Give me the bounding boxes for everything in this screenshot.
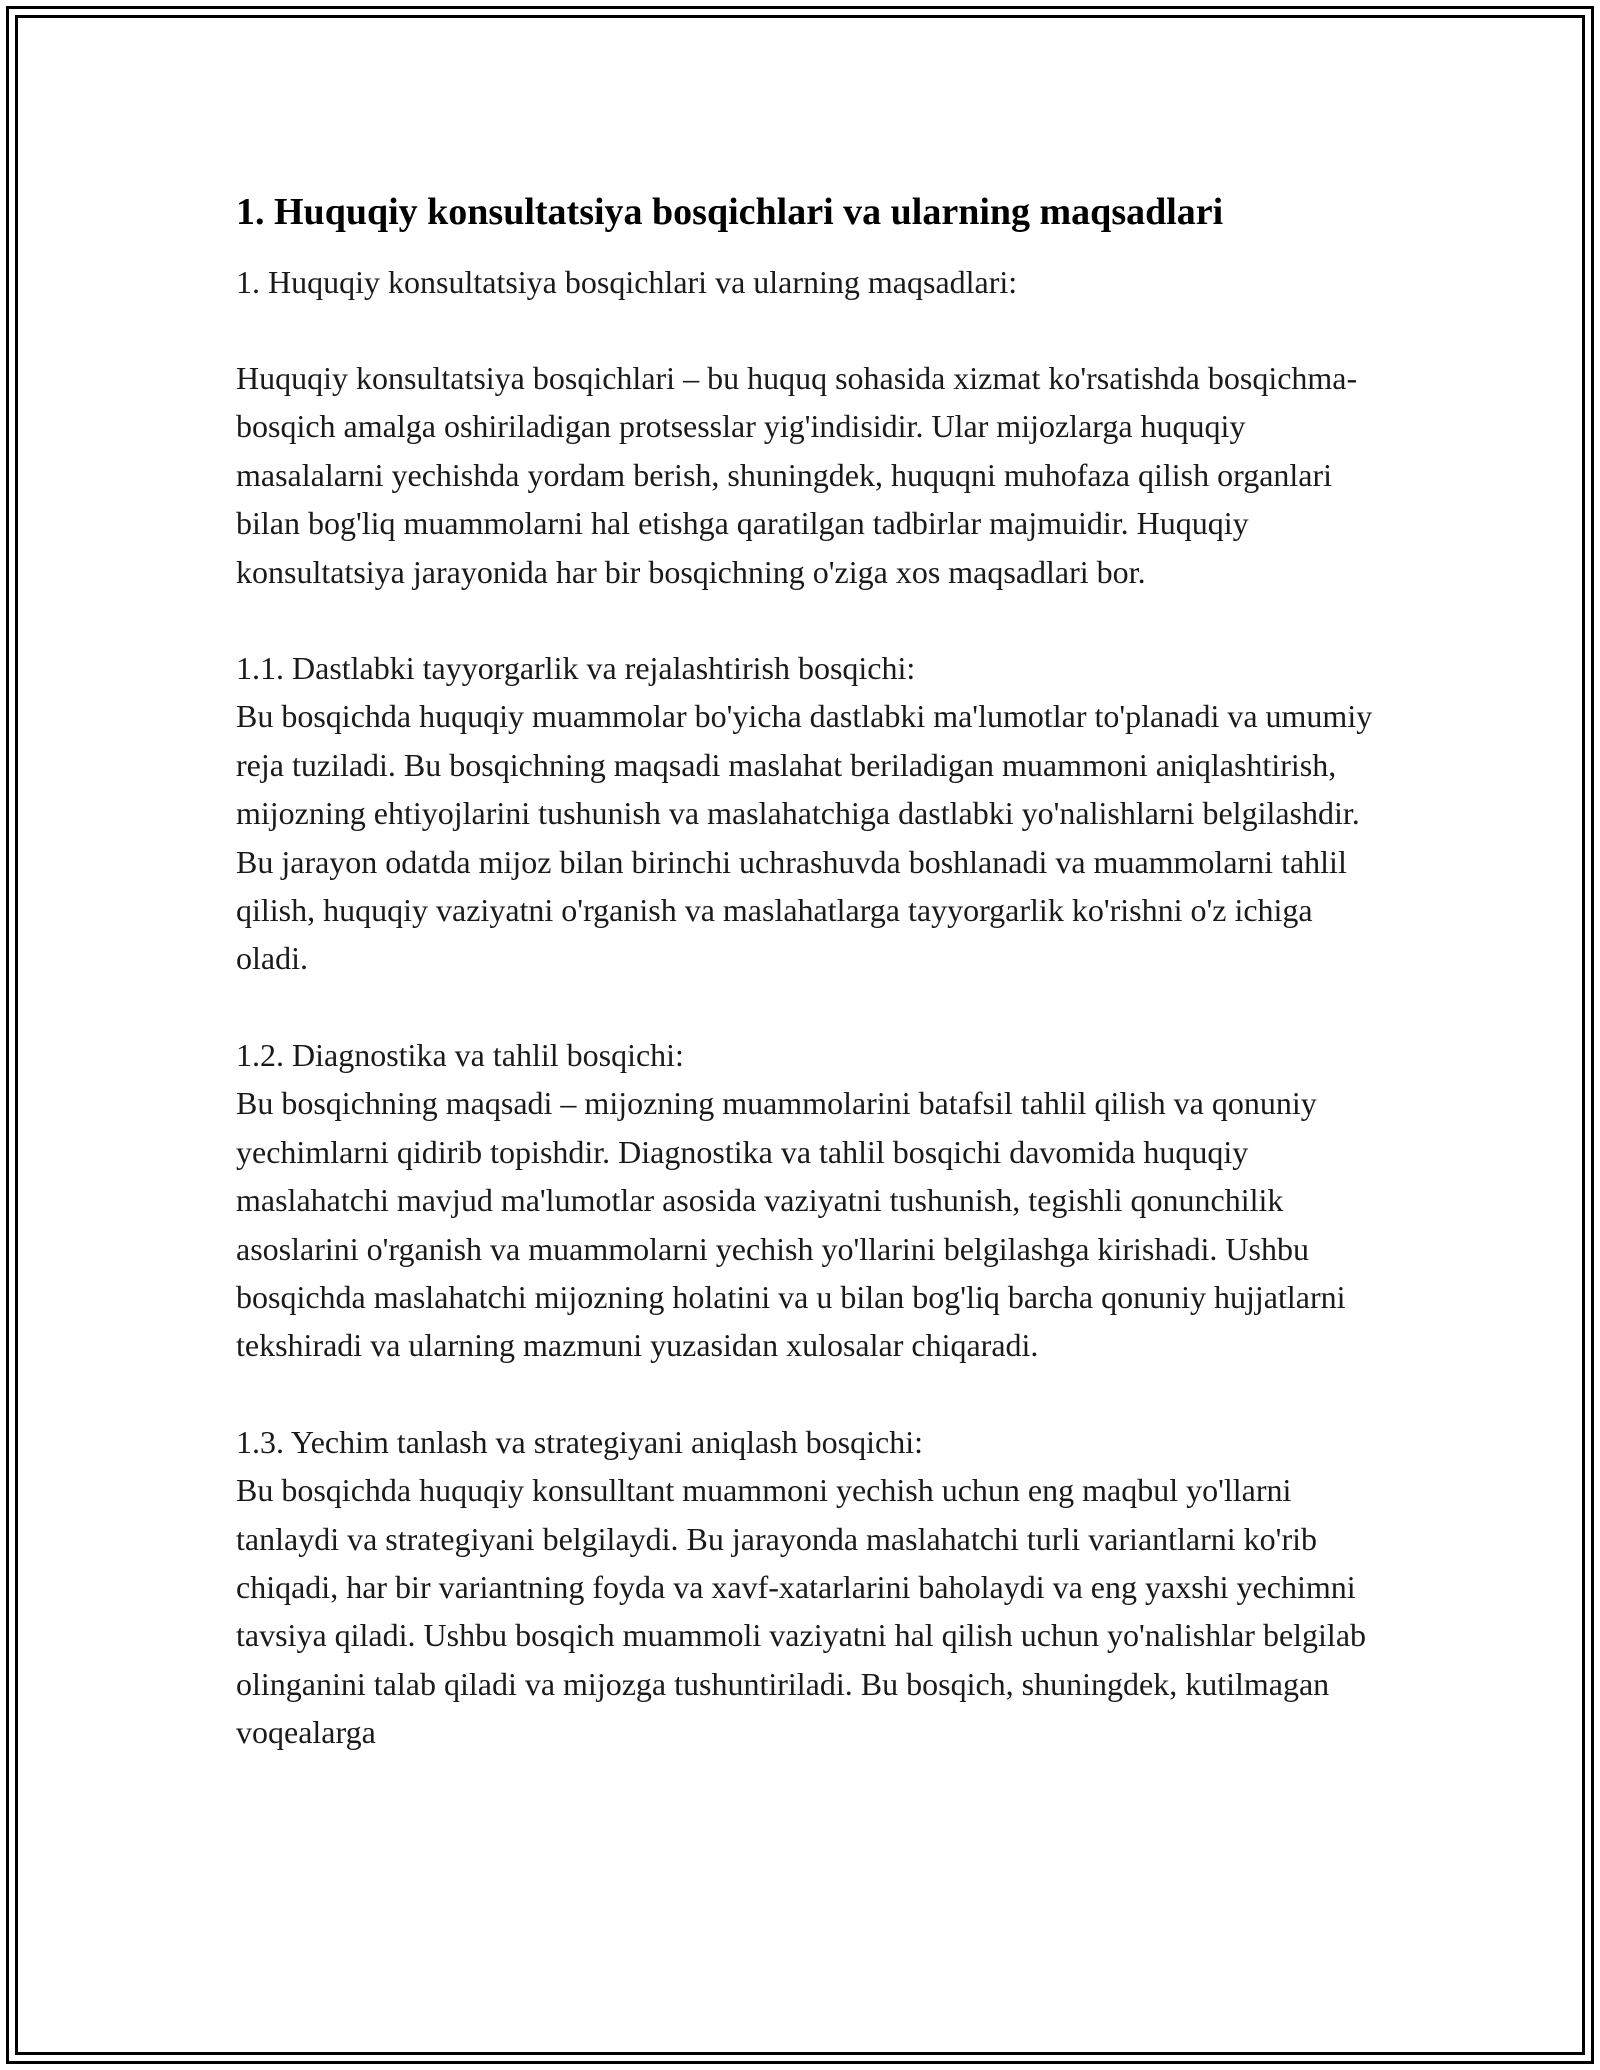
document-subtitle: 1. Huquqiy konsultatsiya bosqichlari va ularning maqsadlari: (236, 264, 1018, 300)
section-1-2 (236, 1031, 1386, 1370)
section-body: Bu bosqichda huquqiy muammolar bo'yicha dastlabki ma'lumotlar to'planadi va umumiy reja tuziladi. Bu bosqichning maqsadi maslahat beriladigan muammoni aniqlashtirish, mijozning ehtiyojlarini tushunish va maslahatchiga dastlabki yo'nalishlarni belgilashdir. Bu jarayon odatda mijoz bilan birinchi uchrashuvda boshlanadi va muammolarni tahlil qilish, huquqiy vaziyatni o'rganish va maslahatlarga tayyorgarlik ko'rishni o'z ichiga oladi. (236, 698, 1373, 977)
section-heading: 1.1. Dastlabki tayyorgarlik va rejalashtirish bosqichi: (236, 650, 916, 687)
section-1-3 (236, 1418, 1386, 1757)
section-1-1 (236, 644, 1386, 983)
document-title: 1. Huquqiy konsultatsiya bosqichlari va ularning maqsadlari (236, 191, 1224, 233)
section-body: Bu bosqichning maqsadi – mijozning muammolarini batafsil tahlil qilish va qonuniy yechimlarni qidirib topishdir. Diagnostika va tahlil bosqichi davomida huquqiy maslahatchi mavjud ma'lumotlar asosida vaziyatni tushunish, tegishli qonunchilik asoslarini o'rganish va muammolarni yechish yo'llarini belgilashga kirishadi. Ushbu bosqichda maslahatchi mijozning holatini va u bilan bog'liq barcha qonuniy hujjatlarni tekshiradi va ularning mazmuni yuzasidan xulosalar chiqaradi. (236, 1085, 1346, 1364)
section-heading: 1.2. Diagnostika va tahlil bosqichi: (236, 1036, 684, 1073)
intro-paragraph: Huquqiy konsultatsiya bosqichlari – bu huquq sohasida xizmat ko'rsatishda bosqichma-bosqich amalga oshiriladigan protsesslar yig'indisidir. Ular mijozlarga huquqiy masalalarni yechishda yordam berish, shuningdek, huquqni muhofaza qilish organlari bilan bog'liq muammolarni hal etishga qaratilgan tadbirlar majmuidir. Huquqiy konsultatsiya jarayonida har bir bosqichning o'ziga xos maqsadlari bor. (236, 360, 1358, 590)
section-heading: 1.3. Yechim tanlash va strategiyani aniqlash bosqichi: (236, 1423, 923, 1460)
section-body: Bu bosqichda huquqiy konsulltant muammoni yechish uchun eng maqbul yo'llarni tanlaydi va strategiyani belgilaydi. Bu jarayonda maslahatchi turli variantlarni ko'rib chiqadi, har bir variantning foyda va xavf-xatarlarini baholaydi va eng yaxshi yechimni tavsiya qiladi. Ushbu bosqich muammoli vaziyatni hal qilish uchun yo'nalishlar belgilab olinganini talab qiladi va mijozga tushuntiriladi. Bu bosqich, shuningdek, kutilmagan voqealarga (236, 1472, 1367, 1751)
document-body (236, 190, 1386, 1757)
